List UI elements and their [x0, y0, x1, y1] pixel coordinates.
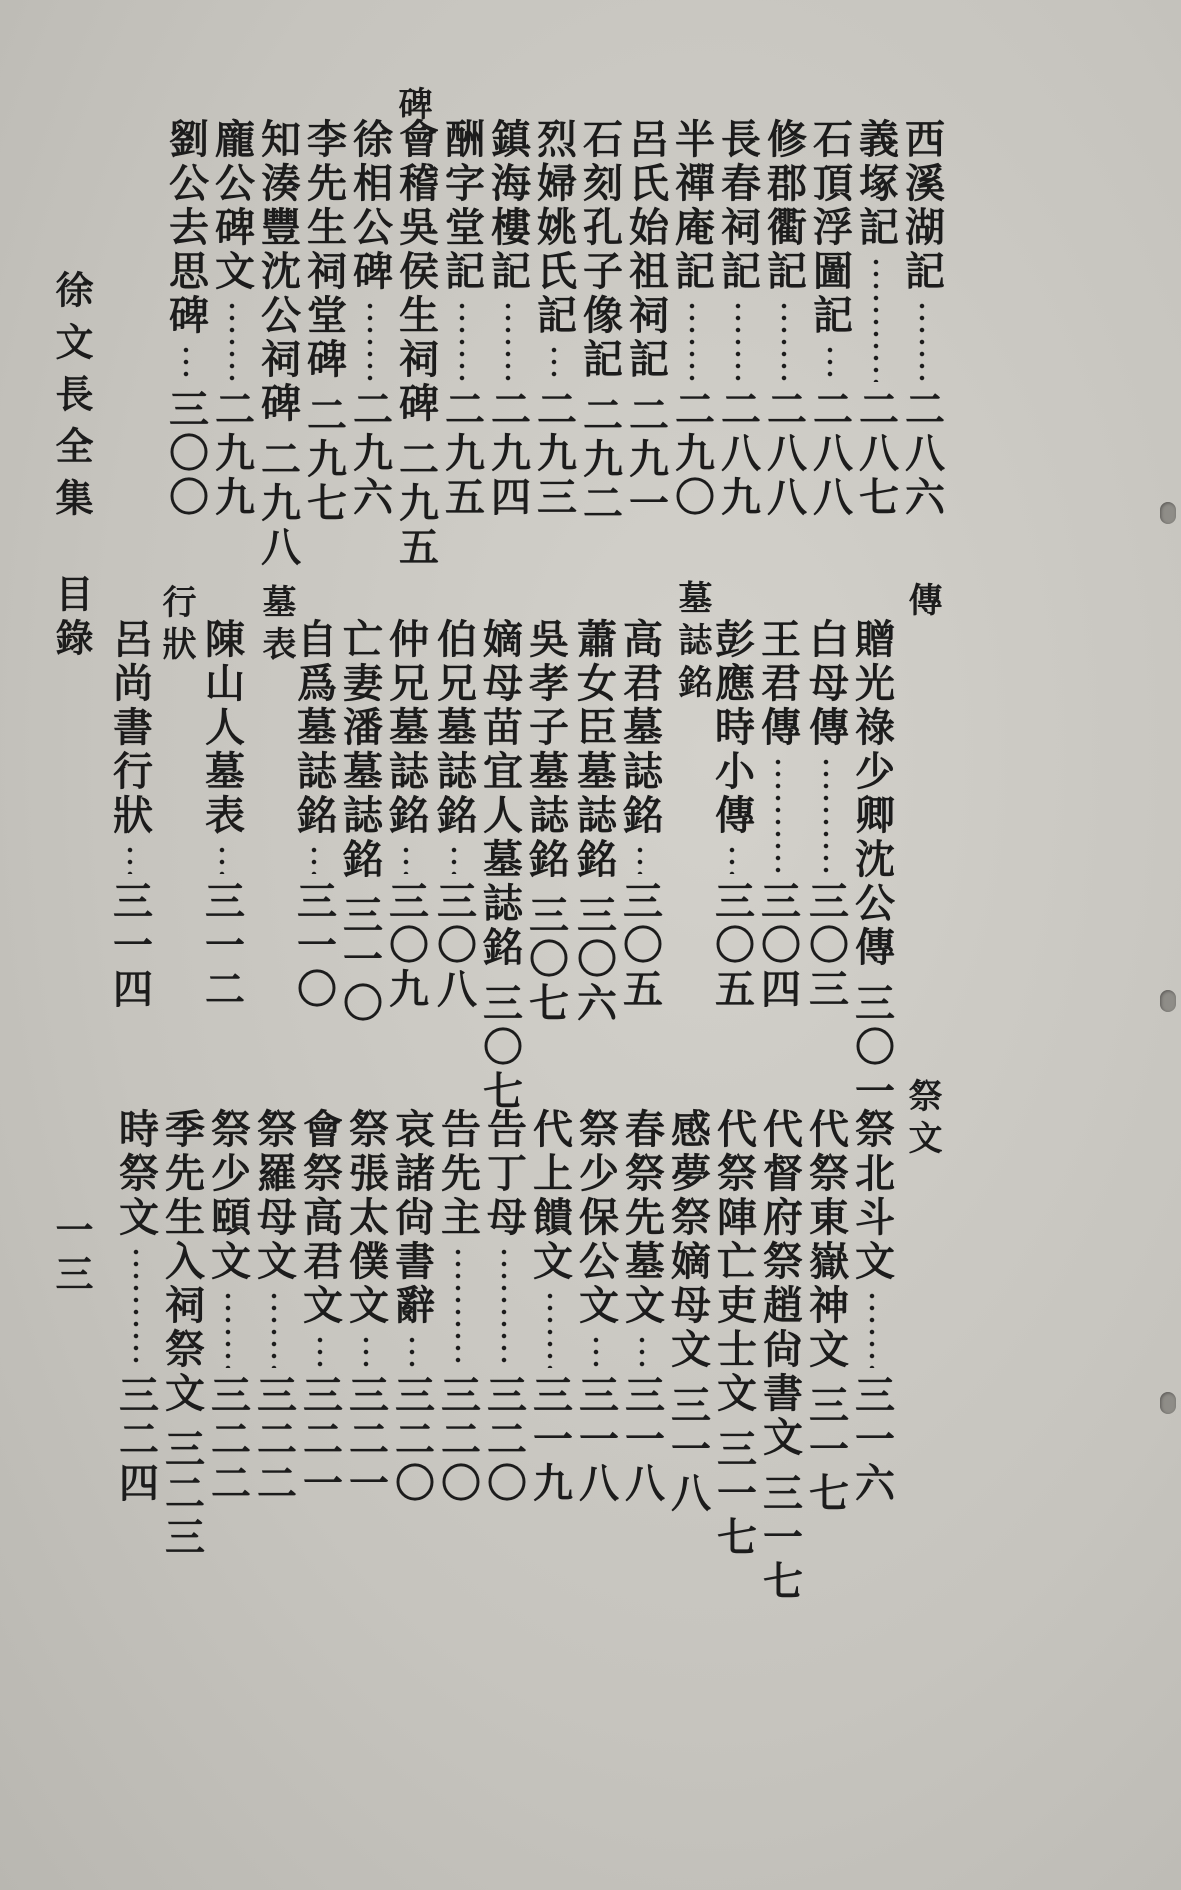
toc-entry	[114, 1108, 158, 1506]
dot-leader	[127, 844, 133, 874]
toc-entry-page: 三一七	[710, 1428, 758, 1560]
toc-entry-title: 鎮海樓記	[484, 118, 532, 294]
dot-leader	[729, 844, 735, 874]
toc-entry-title: 告丁母	[480, 1108, 528, 1240]
toc-entry-title: 季先生入祠祭文	[158, 1108, 206, 1416]
toc-entry	[710, 1108, 758, 1560]
toc-entry-page: 三二〇	[434, 1374, 482, 1506]
binding-hole	[1160, 502, 1176, 524]
dot-leader	[403, 844, 409, 874]
toc-entry-title: 祭少保公文	[572, 1108, 620, 1328]
toc-entry	[570, 618, 618, 1026]
toc-entry-title: 白母傳	[802, 618, 850, 750]
toc-entry-page: 二九九	[208, 388, 256, 520]
toc-entry	[900, 118, 944, 520]
toc-entry-title: 春祭先墓文	[618, 1108, 666, 1328]
toc-entry	[206, 1108, 250, 1506]
toc-entry-page: 二九二	[576, 394, 624, 526]
toc-entry-page: 三二二	[204, 1374, 252, 1506]
toc-entry	[436, 1108, 480, 1506]
toc-entry-title: 知湊豐沈公祠碑	[254, 118, 302, 426]
toc-entry-page: 二八六	[898, 388, 946, 520]
toc-entry	[618, 618, 662, 1012]
dot-leader	[363, 1334, 369, 1368]
dot-leader	[781, 300, 787, 382]
toc-entry	[336, 618, 384, 1026]
toc-entry-page: 三一九	[526, 1374, 574, 1506]
toc-entry	[716, 118, 760, 520]
dot-leader	[271, 1290, 277, 1368]
toc-entry-page: 三二三	[158, 1428, 206, 1560]
toc-entry-page: 三一七	[756, 1472, 804, 1604]
toc-entry	[300, 118, 348, 526]
toc-entry	[532, 118, 576, 520]
dot-leader	[869, 1290, 875, 1368]
dot-leader	[735, 300, 741, 382]
toc-entry-page: 三〇五	[616, 880, 664, 1012]
dot-leader	[505, 300, 511, 382]
book-title: 徐文長全集	[49, 270, 94, 530]
toc-entry-title: 高君墓誌銘	[616, 618, 664, 838]
toc-entry-page: 三二二	[250, 1374, 298, 1506]
toc-entry-title: 感夢祭嫡母文	[664, 1108, 712, 1372]
toc-entry-title: 劉公去思碑	[162, 118, 210, 338]
toc-entry	[210, 118, 254, 520]
toc-entry	[756, 1108, 804, 1604]
toc-entry-title: 贈光祿少卿沈公傳	[848, 618, 896, 970]
toc-entry-title: 自爲墓誌銘	[290, 618, 338, 838]
dot-leader	[317, 1334, 323, 1368]
toc-entry-title: 彭應時小傳	[708, 618, 756, 838]
dot-leader	[451, 844, 457, 874]
toc-entry-page: 三一二	[198, 880, 246, 1012]
toc-entry-page: 三一七	[802, 1384, 850, 1516]
dot-leader	[225, 1290, 231, 1368]
toc-entry-title: 蕭女臣墓誌銘	[570, 618, 618, 882]
toc-entry-page: 三〇六	[570, 894, 618, 1026]
page-number: 一三	[49, 1210, 94, 1298]
toc-entry-page: 三一〇	[290, 880, 338, 1012]
toc-entry-page: 三〇四	[754, 880, 802, 1012]
dot-leader	[639, 1334, 645, 1368]
toc-entry	[292, 618, 336, 1012]
toc-entry-title: 仲兄墓誌銘	[382, 618, 430, 838]
toc-entry-page: 二八八	[760, 388, 808, 520]
toc-entry-title: 吳孝子墓誌銘	[522, 618, 570, 882]
toc-entry	[392, 118, 440, 570]
toc-entry	[802, 1108, 850, 1516]
toc-entry-page: 二九八	[254, 438, 302, 570]
toc-entry	[254, 118, 302, 570]
toc-entry	[622, 118, 670, 526]
toc-entry-title: 半禪庵記	[668, 118, 716, 294]
toc-entry-title: 會祭高君文	[296, 1108, 344, 1328]
toc-entry	[252, 1108, 296, 1506]
dot-leader	[637, 844, 643, 874]
toc-entry-title: 告先主	[434, 1108, 482, 1240]
toc-entry-title: 義塚記	[852, 118, 900, 250]
dot-leader	[409, 1334, 415, 1368]
dot-leader	[219, 844, 225, 874]
toc-entry-title: 陳山人墓表	[198, 618, 246, 838]
toc-entry-title: 修郡衢記	[760, 118, 808, 294]
toc-entry-title: 王君傳	[754, 618, 802, 750]
toc-entry-title: 伯兄墓誌銘	[430, 618, 478, 838]
toc-entry	[574, 1108, 618, 1506]
toc-entry-title: 亡妻潘墓誌銘	[336, 618, 384, 882]
toc-entry-page: 三〇八	[430, 880, 478, 1012]
toc-entry	[482, 1108, 526, 1506]
toc-entry	[298, 1108, 342, 1506]
toc-entry	[440, 118, 484, 520]
toc-entry	[158, 1108, 206, 1560]
section-heading-conduct: 行狀	[156, 584, 196, 668]
toc-entry-page: 二九六	[346, 388, 394, 520]
toc-entry-page: 三一八	[664, 1384, 712, 1516]
toc-entry-page: 三一〇	[336, 894, 384, 1026]
dot-leader	[133, 1246, 139, 1368]
toc-entry-page: 三〇三	[802, 880, 850, 1012]
toc-entry-page: 三一八	[572, 1374, 620, 1506]
toc-entry-page: 三〇九	[382, 880, 430, 1012]
toc-entry-title: 代祭陣亡吏士文	[710, 1108, 758, 1416]
toc-entry-title: 烈婦姚氏記	[530, 118, 578, 338]
dot-leader	[919, 300, 925, 382]
toc-entry	[848, 618, 896, 1114]
dot-leader	[593, 1334, 599, 1368]
toc-entry	[432, 618, 476, 1012]
toc-entry-title: 祭羅母文	[250, 1108, 298, 1284]
toc-entry	[522, 618, 570, 1026]
toc-entry-page: 二九一	[622, 394, 670, 526]
dot-leader	[455, 1246, 461, 1368]
toc-entry	[850, 1108, 894, 1506]
toc-entry-title: 哀諸尙書辭	[388, 1108, 436, 1328]
toc-entry-page: 三一四	[106, 880, 154, 1012]
toc-entry-title: 酬字堂記	[438, 118, 486, 294]
dot-leader	[183, 344, 189, 382]
toc-entry-page: 三二〇	[388, 1374, 436, 1506]
toc-entry	[200, 618, 244, 1012]
toc-entry-page: 三〇五	[708, 880, 756, 1012]
toc-entry-page: 二九五	[438, 388, 486, 520]
section-heading-stele: 碑	[392, 86, 432, 128]
toc-entry-title: 代祭東嶽神文	[802, 1108, 850, 1372]
toc-entry	[384, 618, 428, 1012]
toc-entry	[670, 118, 714, 520]
dot-leader	[823, 756, 829, 874]
toc-entry-title: 祭少頤文	[204, 1108, 252, 1284]
section-heading-epitaph: 墓誌銘	[672, 580, 712, 706]
toc-entry-title: 祭北斗文	[848, 1108, 896, 1284]
toc-entry-page: 二九〇	[668, 388, 716, 520]
toc-entry	[108, 618, 152, 1012]
toc-entry-page: 二八九	[714, 388, 762, 520]
dot-leader	[827, 344, 833, 382]
toc-entry	[528, 1108, 572, 1506]
toc-entry-page: 三一八	[618, 1374, 666, 1506]
toc-entry	[164, 118, 208, 520]
toc-entry	[664, 1108, 712, 1516]
toc-entry	[808, 118, 852, 520]
toc-entry-page: 二九四	[484, 388, 532, 520]
toc-entry-page: 二八七	[852, 388, 900, 520]
section-heading-tomb-tablet: 墓表	[256, 584, 296, 668]
toc-entry-page: 二九三	[530, 388, 578, 520]
section-heading-biography: 傳	[902, 582, 942, 624]
toc-entry	[576, 118, 624, 526]
toc-entry-title: 祭張太僕文	[342, 1108, 390, 1328]
toc-entry	[854, 118, 898, 520]
toc-entry-page: 三〇七	[476, 982, 524, 1114]
toc-entry-title: 石頂浮圖記	[806, 118, 854, 338]
toc-entry-title: 代上饋文	[526, 1108, 574, 1284]
toc-entry-title: 長春祠記	[714, 118, 762, 294]
toc-entry	[620, 1108, 664, 1506]
toc-entry-page: 二八八	[806, 388, 854, 520]
toc-entry-page: 三〇一	[848, 982, 896, 1114]
section-label: 目錄	[49, 574, 94, 662]
dot-leader	[501, 1246, 507, 1368]
toc-entry-title: 徐相公碑	[346, 118, 394, 294]
dot-leader	[311, 844, 317, 874]
dot-leader	[229, 300, 235, 382]
toc-entry	[476, 618, 524, 1114]
toc-entry-page: 三〇七	[522, 894, 570, 1026]
toc-entry	[486, 118, 530, 520]
toc-entry	[804, 618, 848, 1012]
dot-leader	[367, 300, 373, 382]
toc-entry-page: 二九五	[392, 438, 440, 570]
toc-entry-title: 呂尚書行狀	[106, 618, 154, 838]
toc-entry-title: 李先生祠堂碑	[300, 118, 348, 382]
toc-entry-title: 時祭文	[112, 1108, 160, 1240]
dot-leader	[775, 756, 781, 874]
toc-entry-page: 三〇〇	[162, 388, 210, 520]
toc-entry-page: 三一六	[848, 1374, 896, 1506]
toc-entry-title: 西溪湖記	[898, 118, 946, 294]
binding-hole	[1160, 990, 1176, 1012]
toc-entry-title: 代督府祭趙尙書文	[756, 1108, 804, 1460]
toc-entry-title: 呂氏始祖祠記	[622, 118, 670, 382]
dot-leader	[551, 344, 557, 382]
dot-leader	[459, 300, 465, 382]
toc-entry-title: 嫡母苗宜人墓誌銘	[476, 618, 524, 970]
toc-entry-page: 三二一	[296, 1374, 344, 1506]
dot-leader	[873, 256, 879, 382]
dot-leader	[689, 300, 695, 382]
binding-hole	[1160, 1392, 1176, 1414]
section-heading-elegy: 祭文	[902, 1078, 942, 1162]
toc-entry	[762, 118, 806, 520]
toc-entry	[390, 1108, 434, 1506]
toc-entry-page: 三二一	[342, 1374, 390, 1506]
toc-entry	[348, 118, 392, 520]
toc-entry-page: 三二〇	[480, 1374, 528, 1506]
toc-entry-title: 會稽吳侯生祠碑	[392, 118, 440, 426]
toc-entry-page: 三二四	[112, 1374, 160, 1506]
toc-entry	[710, 618, 754, 1012]
dot-leader	[547, 1290, 553, 1368]
toc-entry	[756, 618, 800, 1012]
toc-entry-page: 二九七	[300, 394, 348, 526]
toc-entry	[344, 1108, 388, 1506]
toc-entry-title: 石刻孔子像記	[576, 118, 624, 382]
toc-entry-title: 龐公碑文	[208, 118, 256, 294]
